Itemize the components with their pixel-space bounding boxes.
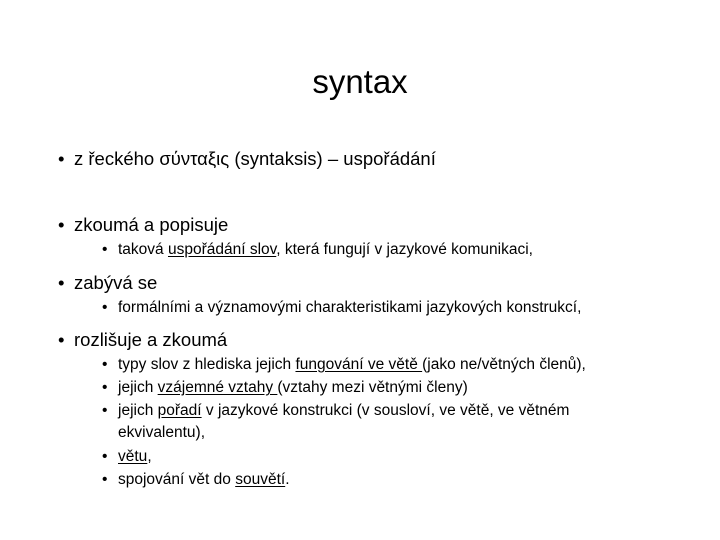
bullet-icon: •: [102, 356, 108, 373]
bullet-icon: •: [58, 329, 65, 350]
bullet-icon: •: [102, 471, 108, 488]
text-part: jejich: [118, 402, 158, 419]
bullet-icon: •: [58, 148, 65, 169]
item-text: zkoumá a popisuje: [74, 214, 229, 235]
bullet-icon: •: [102, 241, 108, 258]
bullet-item-origin: [58, 147, 436, 171]
item-text: rozlišuje a zkoumá: [74, 329, 228, 350]
bullet-item-distinguishes: [58, 328, 227, 352]
sub-item-order-continuation: ekvivalentu),: [118, 424, 206, 441]
sub-item-word-arrangement: [102, 240, 533, 260]
text-part: (jako ne/větných členů),: [422, 356, 586, 373]
text-part: typy slov z hlediska jejich: [118, 356, 296, 373]
bullet-item-studies: [58, 213, 228, 237]
underlined-term: uspořádání slov: [167, 241, 277, 258]
sub-item-order: [102, 401, 569, 421]
text-part: , která fungují v jazykové komunikaci,: [276, 241, 533, 258]
underlined-term: fungování ve větě: [295, 356, 423, 373]
text-part: spojování vět do: [118, 471, 236, 488]
bullet-icon: •: [102, 379, 108, 396]
sub-item-compound: [102, 470, 290, 490]
text-part: .: [285, 471, 290, 488]
item-text: z řeckého σύνταξις (syntaksis) – uspořádání: [74, 148, 436, 169]
text-part: (vztahy mezi větnými členy): [277, 379, 468, 396]
text-part: jejich: [118, 379, 158, 396]
bullet-icon: •: [58, 214, 65, 235]
text-part: formálními a významovými charakteristikami jazykových konstrukcí,: [118, 299, 582, 316]
underlined-term: vzájemné vztahy: [157, 379, 278, 396]
sub-item-word-types: [102, 355, 586, 375]
underlined-term: pořadí: [157, 402, 202, 419]
bullet-icon: •: [102, 402, 108, 419]
slide-title: syntax: [312, 63, 408, 100]
bullet-item-deals-with: [58, 271, 157, 295]
underlined-term: souvětí: [235, 471, 286, 488]
underlined-term: větu: [118, 448, 148, 465]
bullet-icon: •: [102, 448, 108, 465]
sub-item-characteristics: [102, 298, 581, 318]
sub-item-relations: [102, 378, 468, 398]
item-text: zabývá se: [74, 272, 158, 293]
text-part: taková: [118, 241, 168, 258]
sub-item-sentence: [102, 447, 152, 467]
bullet-icon: •: [102, 299, 108, 316]
bullet-icon: •: [58, 272, 65, 293]
text-part: v jazykové konstrukci (v sousloví, ve větě, ve větném: [201, 402, 570, 419]
text-part: ,: [147, 448, 152, 465]
